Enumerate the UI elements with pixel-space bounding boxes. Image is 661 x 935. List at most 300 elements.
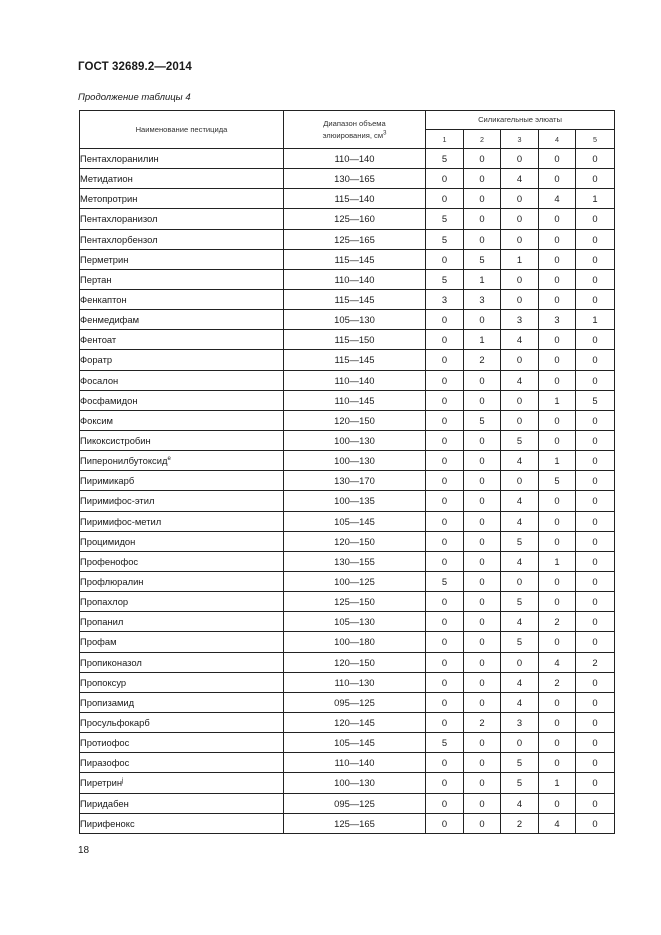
table-row bbox=[80, 269, 615, 289]
eluate-1-cell: 0 bbox=[426, 430, 464, 450]
pesticide-name: Процимидон bbox=[80, 535, 136, 547]
elution-range-cell: 130—155 bbox=[284, 551, 426, 571]
eluate-3-cell: 0 bbox=[501, 390, 539, 410]
table-row bbox=[80, 712, 615, 732]
eluate-4-cell: 2 bbox=[539, 612, 576, 632]
eluate-1-cell: 0 bbox=[426, 612, 464, 632]
table-row bbox=[80, 350, 615, 370]
pesticide-name-cell bbox=[80, 390, 284, 410]
eluate-5-cell: 0 bbox=[576, 491, 615, 511]
eluate-1-cell: 0 bbox=[426, 491, 464, 511]
eluate-3-cell: 0 bbox=[501, 269, 539, 289]
elution-range-cell: 130—170 bbox=[284, 471, 426, 491]
eluate-2-cell: 0 bbox=[464, 390, 501, 410]
pesticide-name-cell bbox=[80, 410, 284, 430]
eluate-5-cell: 0 bbox=[576, 712, 615, 732]
elution-range-cell: 110—140 bbox=[284, 370, 426, 390]
eluate-1-cell: 0 bbox=[426, 471, 464, 491]
footnote-marker: j bbox=[122, 778, 124, 785]
eluate-3-cell: 4 bbox=[501, 551, 539, 571]
pesticide-name: Пикоксистробин bbox=[80, 435, 151, 447]
eluate-5-cell: 0 bbox=[576, 592, 615, 612]
pesticide-name: Пертан bbox=[80, 273, 112, 285]
pesticide-name-cell bbox=[80, 209, 284, 229]
elution-range-cell: 100—130 bbox=[284, 430, 426, 450]
eluate-3-cell: 0 bbox=[501, 571, 539, 591]
eluate-1-cell: 5 bbox=[426, 229, 464, 249]
eluate-4-cell: 0 bbox=[539, 410, 576, 430]
eluate-2-cell: 0 bbox=[464, 773, 501, 793]
eluate-5-cell: 0 bbox=[576, 793, 615, 813]
eluate-2-cell: 0 bbox=[464, 592, 501, 612]
pesticide-name-cell bbox=[80, 511, 284, 531]
subheader-2: 2 bbox=[464, 130, 501, 149]
pesticide-name-cell bbox=[80, 793, 284, 813]
eluate-2-cell: 0 bbox=[464, 672, 501, 692]
table-row bbox=[80, 592, 615, 612]
table-row bbox=[80, 813, 615, 833]
eluate-4-cell: 5 bbox=[539, 471, 576, 491]
eluate-5-cell: 1 bbox=[576, 189, 615, 209]
eluate-5-cell: 0 bbox=[576, 632, 615, 652]
elution-range-cell: 120—150 bbox=[284, 652, 426, 672]
eluate-1-cell: 0 bbox=[426, 753, 464, 773]
table-caption: Продолжение таблицы 4 bbox=[78, 92, 191, 103]
eluate-5-cell: 5 bbox=[576, 390, 615, 410]
elution-range-cell: 115—145 bbox=[284, 249, 426, 269]
eluate-3-cell: 4 bbox=[501, 672, 539, 692]
eluate-5-cell: 0 bbox=[576, 350, 615, 370]
pesticide-name: Перметрин bbox=[80, 253, 129, 265]
elution-range-cell: 105—145 bbox=[284, 511, 426, 531]
eluate-2-cell: 0 bbox=[464, 430, 501, 450]
table-row bbox=[80, 511, 615, 531]
eluate-5-cell: 0 bbox=[576, 692, 615, 712]
table-row bbox=[80, 632, 615, 652]
eluate-3-cell: 4 bbox=[501, 370, 539, 390]
eluate-3-cell: 5 bbox=[501, 592, 539, 612]
pesticide-name: Пропанил bbox=[80, 616, 124, 628]
elution-range-cell: 100—180 bbox=[284, 632, 426, 652]
table-body bbox=[80, 149, 615, 834]
eluate-2-cell: 0 bbox=[464, 471, 501, 491]
eluate-3-cell: 5 bbox=[501, 430, 539, 450]
pesticide-name-cell bbox=[80, 451, 284, 471]
eluate-3-cell: 4 bbox=[501, 330, 539, 350]
pesticide-name-cell bbox=[80, 149, 284, 169]
eluate-3-cell: 0 bbox=[501, 350, 539, 370]
eluate-1-cell: 0 bbox=[426, 592, 464, 612]
eluate-5-cell: 0 bbox=[576, 209, 615, 229]
eluate-5-cell: 0 bbox=[576, 531, 615, 551]
eluate-4-cell: 1 bbox=[539, 451, 576, 471]
eluate-5-cell: 0 bbox=[576, 813, 615, 833]
pesticide-name: Пентахлорбензол bbox=[80, 233, 158, 245]
eluate-2-cell: 0 bbox=[464, 169, 501, 189]
eluate-1-cell: 0 bbox=[426, 330, 464, 350]
eluate-2-cell: 0 bbox=[464, 652, 501, 672]
eluate-5-cell: 2 bbox=[576, 652, 615, 672]
pesticide-name-cell bbox=[80, 430, 284, 450]
table-row bbox=[80, 491, 615, 511]
eluate-5-cell: 0 bbox=[576, 612, 615, 632]
eluate-2-cell: 0 bbox=[464, 149, 501, 169]
eluate-2-cell: 0 bbox=[464, 189, 501, 209]
pesticide-name-cell bbox=[80, 813, 284, 833]
eluate-1-cell: 5 bbox=[426, 209, 464, 229]
table-row bbox=[80, 289, 615, 309]
eluate-1-cell: 0 bbox=[426, 511, 464, 531]
eluate-3-cell: 3 bbox=[501, 310, 539, 330]
elution-range-cell: 110—140 bbox=[284, 753, 426, 773]
eluate-1-cell: 0 bbox=[426, 793, 464, 813]
pesticide-name: Пирифенокс bbox=[80, 817, 135, 829]
pesticide-name-cell bbox=[80, 229, 284, 249]
elution-range-cell: 115—145 bbox=[284, 350, 426, 370]
eluate-4-cell: 0 bbox=[539, 531, 576, 551]
document-title: ГОСТ 32689.2—2014 bbox=[78, 61, 192, 73]
table-row bbox=[80, 189, 615, 209]
eluate-1-cell: 0 bbox=[426, 451, 464, 471]
eluate-1-cell: 0 bbox=[426, 249, 464, 269]
pesticide-name: Просульфокарб bbox=[80, 717, 150, 728]
eluate-4-cell: 4 bbox=[539, 189, 576, 209]
pesticide-name-cell bbox=[80, 692, 284, 712]
eluate-5-cell: 0 bbox=[576, 149, 615, 169]
col-header-range bbox=[284, 111, 426, 149]
eluate-4-cell: 0 bbox=[539, 229, 576, 249]
pesticide-name: Пропоксур bbox=[80, 676, 127, 688]
eluate-1-cell: 0 bbox=[426, 712, 464, 732]
pesticide-name-cell bbox=[80, 712, 284, 732]
eluate-3-cell: 4 bbox=[501, 169, 539, 189]
eluate-1-cell: 5 bbox=[426, 269, 464, 289]
eluate-2-cell: 0 bbox=[464, 612, 501, 632]
eluate-4-cell: 3 bbox=[539, 310, 576, 330]
eluate-1-cell: 0 bbox=[426, 169, 464, 189]
pesticide-name: Форатр bbox=[80, 354, 113, 366]
elution-range-cell: 105—130 bbox=[284, 310, 426, 330]
eluate-5-cell: 0 bbox=[576, 169, 615, 189]
elution-range-cell: 095—125 bbox=[284, 793, 426, 813]
eluate-4-cell: 0 bbox=[539, 733, 576, 753]
pesticide-name-cell bbox=[80, 773, 284, 793]
pesticide-name-cell bbox=[80, 612, 284, 632]
eluate-1-cell: 0 bbox=[426, 672, 464, 692]
eluate-3-cell: 0 bbox=[501, 733, 539, 753]
eluate-1-cell: 0 bbox=[426, 189, 464, 209]
table-row bbox=[80, 471, 615, 491]
pesticide-name-cell bbox=[80, 571, 284, 591]
table-row bbox=[80, 451, 615, 471]
elution-range-cell: 100—135 bbox=[284, 491, 426, 511]
eluate-3-cell: 5 bbox=[501, 632, 539, 652]
elution-range-cell: 115—150 bbox=[284, 330, 426, 350]
eluate-2-cell: 5 bbox=[464, 249, 501, 269]
eluate-1-cell: 5 bbox=[426, 149, 464, 169]
eluate-3-cell: 4 bbox=[501, 692, 539, 712]
elution-range-cell: 110—140 bbox=[284, 149, 426, 169]
pesticide-name: Пиридабен bbox=[80, 797, 129, 809]
eluate-3-cell: 5 bbox=[501, 753, 539, 773]
eluate-3-cell: 4 bbox=[501, 491, 539, 511]
pesticide-name: Фосфамидон bbox=[80, 394, 138, 406]
pesticide-name-cell bbox=[80, 289, 284, 309]
pesticide-name-cell bbox=[80, 632, 284, 652]
eluate-1-cell: 5 bbox=[426, 733, 464, 753]
eluate-3-cell: 3 bbox=[501, 712, 539, 732]
page-number: 18 bbox=[78, 845, 90, 856]
pesticide-name-cell bbox=[80, 249, 284, 269]
eluate-3-cell: 0 bbox=[501, 652, 539, 672]
eluate-1-cell: 0 bbox=[426, 551, 464, 571]
table-row bbox=[80, 249, 615, 269]
eluate-4-cell: 0 bbox=[539, 511, 576, 531]
col-header-range-line1: Диапазон объема bbox=[323, 118, 386, 128]
subheader-4: 4 bbox=[539, 130, 576, 149]
eluate-4-cell: 2 bbox=[539, 672, 576, 692]
pesticide-table bbox=[79, 110, 615, 834]
table-header-row bbox=[80, 111, 615, 130]
eluate-4-cell: 0 bbox=[539, 491, 576, 511]
subheader-1: 1 bbox=[426, 130, 464, 149]
table-row bbox=[80, 551, 615, 571]
elution-range-cell: 125—160 bbox=[284, 209, 426, 229]
pesticide-name-cell bbox=[80, 531, 284, 551]
pesticide-name: Пропизамид bbox=[80, 696, 135, 708]
eluate-5-cell: 0 bbox=[576, 410, 615, 430]
eluate-3-cell: 5 bbox=[501, 531, 539, 551]
elution-range-cell: 120—150 bbox=[284, 410, 426, 430]
eluate-4-cell: 0 bbox=[539, 571, 576, 591]
eluate-4-cell: 0 bbox=[539, 753, 576, 773]
table-row bbox=[80, 692, 615, 712]
col-header-range-line2: элюирования, см bbox=[322, 130, 384, 140]
eluate-5-cell: 1 bbox=[576, 310, 615, 330]
eluate-4-cell: 1 bbox=[539, 390, 576, 410]
pesticide-name: Фосалон bbox=[80, 374, 119, 386]
table-row bbox=[80, 229, 615, 249]
eluate-4-cell: 0 bbox=[539, 209, 576, 229]
pesticide-name: Пентахлоранилин bbox=[80, 153, 159, 165]
table-row bbox=[80, 612, 615, 632]
eluate-4-cell: 0 bbox=[539, 692, 576, 712]
pesticide-name: Протиофос bbox=[80, 737, 130, 749]
pesticide-name: Пропиконазол bbox=[80, 656, 142, 668]
eluate-5-cell: 0 bbox=[576, 753, 615, 773]
eluate-2-cell: 1 bbox=[464, 330, 501, 350]
eluate-2-cell: 2 bbox=[464, 712, 501, 732]
pesticide-name: Профам bbox=[80, 636, 117, 648]
eluate-4-cell: 0 bbox=[539, 350, 576, 370]
eluate-1-cell: 3 bbox=[426, 289, 464, 309]
pesticide-name: Пиримифос-этил bbox=[80, 495, 155, 507]
eluate-1-cell: 0 bbox=[426, 652, 464, 672]
eluate-4-cell: 1 bbox=[539, 773, 576, 793]
eluate-4-cell: 0 bbox=[539, 370, 576, 390]
elution-range-cell: 115—145 bbox=[284, 289, 426, 309]
eluate-1-cell: 0 bbox=[426, 310, 464, 330]
eluate-5-cell: 0 bbox=[576, 511, 615, 531]
eluate-4-cell: 4 bbox=[539, 813, 576, 833]
table-row bbox=[80, 773, 615, 793]
pesticide-name-cell bbox=[80, 592, 284, 612]
table-row bbox=[80, 672, 615, 692]
table-row bbox=[80, 652, 615, 672]
eluate-3-cell: 0 bbox=[501, 229, 539, 249]
table-row bbox=[80, 753, 615, 773]
eluate-5-cell: 0 bbox=[576, 370, 615, 390]
eluate-5-cell: 0 bbox=[576, 471, 615, 491]
elution-range-cell: 100—130 bbox=[284, 451, 426, 471]
pesticide-name-cell bbox=[80, 370, 284, 390]
eluate-1-cell: 0 bbox=[426, 390, 464, 410]
eluate-3-cell: 4 bbox=[501, 793, 539, 813]
pesticide-name: Фенмедифам bbox=[80, 314, 140, 326]
eluate-1-cell: 0 bbox=[426, 813, 464, 833]
pesticide-name: Метидатион bbox=[80, 173, 133, 185]
eluate-2-cell: 0 bbox=[464, 491, 501, 511]
table-row bbox=[80, 531, 615, 551]
pesticide-name-cell bbox=[80, 310, 284, 330]
eluate-3-cell: 0 bbox=[501, 209, 539, 229]
pesticide-name: Пентахлоранизол bbox=[80, 213, 158, 225]
eluate-1-cell: 0 bbox=[426, 632, 464, 652]
pesticide-name: Фентоат bbox=[80, 334, 117, 346]
eluate-5-cell: 0 bbox=[576, 451, 615, 471]
eluate-4-cell: 0 bbox=[539, 330, 576, 350]
table-row bbox=[80, 410, 615, 430]
eluate-4-cell: 0 bbox=[539, 269, 576, 289]
eluate-5-cell: 0 bbox=[576, 249, 615, 269]
elution-range-cell: 105—130 bbox=[284, 612, 426, 632]
pesticide-name: Профенофос bbox=[80, 555, 139, 567]
eluate-4-cell: 0 bbox=[539, 169, 576, 189]
eluate-2-cell: 0 bbox=[464, 733, 501, 753]
eluate-2-cell: 0 bbox=[464, 451, 501, 471]
subheader-5: 5 bbox=[576, 130, 615, 149]
elution-range-cell: 110—140 bbox=[284, 269, 426, 289]
eluate-2-cell: 0 bbox=[464, 692, 501, 712]
eluate-4-cell: 1 bbox=[539, 551, 576, 571]
pesticide-name-cell bbox=[80, 471, 284, 491]
eluate-2-cell: 0 bbox=[464, 813, 501, 833]
table-row bbox=[80, 390, 615, 410]
pesticide-name: Пропахлор bbox=[80, 596, 129, 608]
pesticide-name: Фенкаптон bbox=[80, 294, 127, 306]
table-row bbox=[80, 793, 615, 813]
col-header-name: Наименование пестицида bbox=[80, 111, 284, 149]
eluate-2-cell: 0 bbox=[464, 511, 501, 531]
table-row bbox=[80, 733, 615, 753]
table-row bbox=[80, 571, 615, 591]
eluate-2-cell: 0 bbox=[464, 793, 501, 813]
eluate-4-cell: 0 bbox=[539, 249, 576, 269]
col-header-range-sup: 3 bbox=[383, 129, 387, 136]
eluate-5-cell: 0 bbox=[576, 269, 615, 289]
elution-range-cell: 115—140 bbox=[284, 189, 426, 209]
eluate-2-cell: 1 bbox=[464, 269, 501, 289]
eluate-2-cell: 5 bbox=[464, 410, 501, 430]
pesticide-name-cell bbox=[80, 330, 284, 350]
pesticide-name-cell bbox=[80, 551, 284, 571]
eluate-1-cell: 0 bbox=[426, 531, 464, 551]
eluate-4-cell: 0 bbox=[539, 430, 576, 450]
eluate-5-cell: 0 bbox=[576, 229, 615, 249]
pesticide-name: Пиримифос-метил bbox=[80, 515, 162, 527]
eluate-1-cell: 0 bbox=[426, 370, 464, 390]
subheader-3: 3 bbox=[501, 130, 539, 149]
table-row bbox=[80, 330, 615, 350]
eluate-4-cell: 0 bbox=[539, 632, 576, 652]
eluate-3-cell: 4 bbox=[501, 511, 539, 531]
eluate-1-cell: 0 bbox=[426, 410, 464, 430]
elution-range-cell: 095—125 bbox=[284, 692, 426, 712]
eluate-5-cell: 0 bbox=[576, 551, 615, 571]
eluate-3-cell: 0 bbox=[501, 149, 539, 169]
eluate-5-cell: 0 bbox=[576, 289, 615, 309]
eluate-4-cell: 0 bbox=[539, 712, 576, 732]
pesticide-name-cell bbox=[80, 350, 284, 370]
pesticide-name: Пиразофос bbox=[80, 757, 130, 769]
pesticide-name-cell bbox=[80, 169, 284, 189]
eluate-2-cell: 0 bbox=[464, 209, 501, 229]
elution-range-cell: 125—165 bbox=[284, 813, 426, 833]
eluate-1-cell: 0 bbox=[426, 692, 464, 712]
eluate-4-cell: 0 bbox=[539, 793, 576, 813]
elution-range-cell: 100—125 bbox=[284, 571, 426, 591]
eluate-3-cell: 0 bbox=[501, 289, 539, 309]
elution-range-cell: 100—130 bbox=[284, 773, 426, 793]
eluate-5-cell: 0 bbox=[576, 330, 615, 350]
pesticide-name-cell bbox=[80, 189, 284, 209]
eluate-5-cell: 0 bbox=[576, 773, 615, 793]
eluate-3-cell: 0 bbox=[501, 189, 539, 209]
eluate-4-cell: 0 bbox=[539, 592, 576, 612]
eluate-5-cell: 0 bbox=[576, 430, 615, 450]
elution-range-cell: 110—145 bbox=[284, 390, 426, 410]
eluate-2-cell: 0 bbox=[464, 310, 501, 330]
eluate-2-cell: 0 bbox=[464, 370, 501, 390]
pesticide-name: Пиримикарб bbox=[80, 475, 135, 487]
eluate-2-cell: 3 bbox=[464, 289, 501, 309]
eluate-5-cell: 0 bbox=[576, 733, 615, 753]
eluate-3-cell: 4 bbox=[501, 451, 539, 471]
pesticide-name-cell bbox=[80, 269, 284, 289]
eluate-1-cell: 0 bbox=[426, 350, 464, 370]
eluate-4-cell: 0 bbox=[539, 289, 576, 309]
eluate-4-cell: 4 bbox=[539, 652, 576, 672]
eluate-2-cell: 2 bbox=[464, 350, 501, 370]
elution-range-cell: 125—150 bbox=[284, 592, 426, 612]
table-row bbox=[80, 169, 615, 189]
pesticide-name: Фоксим bbox=[80, 414, 113, 426]
elution-range-cell: 130—165 bbox=[284, 169, 426, 189]
pesticide-name: Метопротрин bbox=[80, 193, 138, 205]
pesticide-name: Пиретрин bbox=[80, 777, 123, 789]
pesticide-name-cell bbox=[80, 491, 284, 511]
eluate-2-cell: 0 bbox=[464, 531, 501, 551]
eluate-3-cell: 2 bbox=[501, 813, 539, 833]
pesticide-name: Профлюралин bbox=[80, 576, 144, 588]
eluate-2-cell: 0 bbox=[464, 551, 501, 571]
eluate-2-cell: 0 bbox=[464, 571, 501, 591]
table-row bbox=[80, 430, 615, 450]
eluate-5-cell: 0 bbox=[576, 672, 615, 692]
eluate-3-cell: 0 bbox=[501, 471, 539, 491]
eluate-1-cell: 0 bbox=[426, 773, 464, 793]
pesticide-name-cell bbox=[80, 753, 284, 773]
